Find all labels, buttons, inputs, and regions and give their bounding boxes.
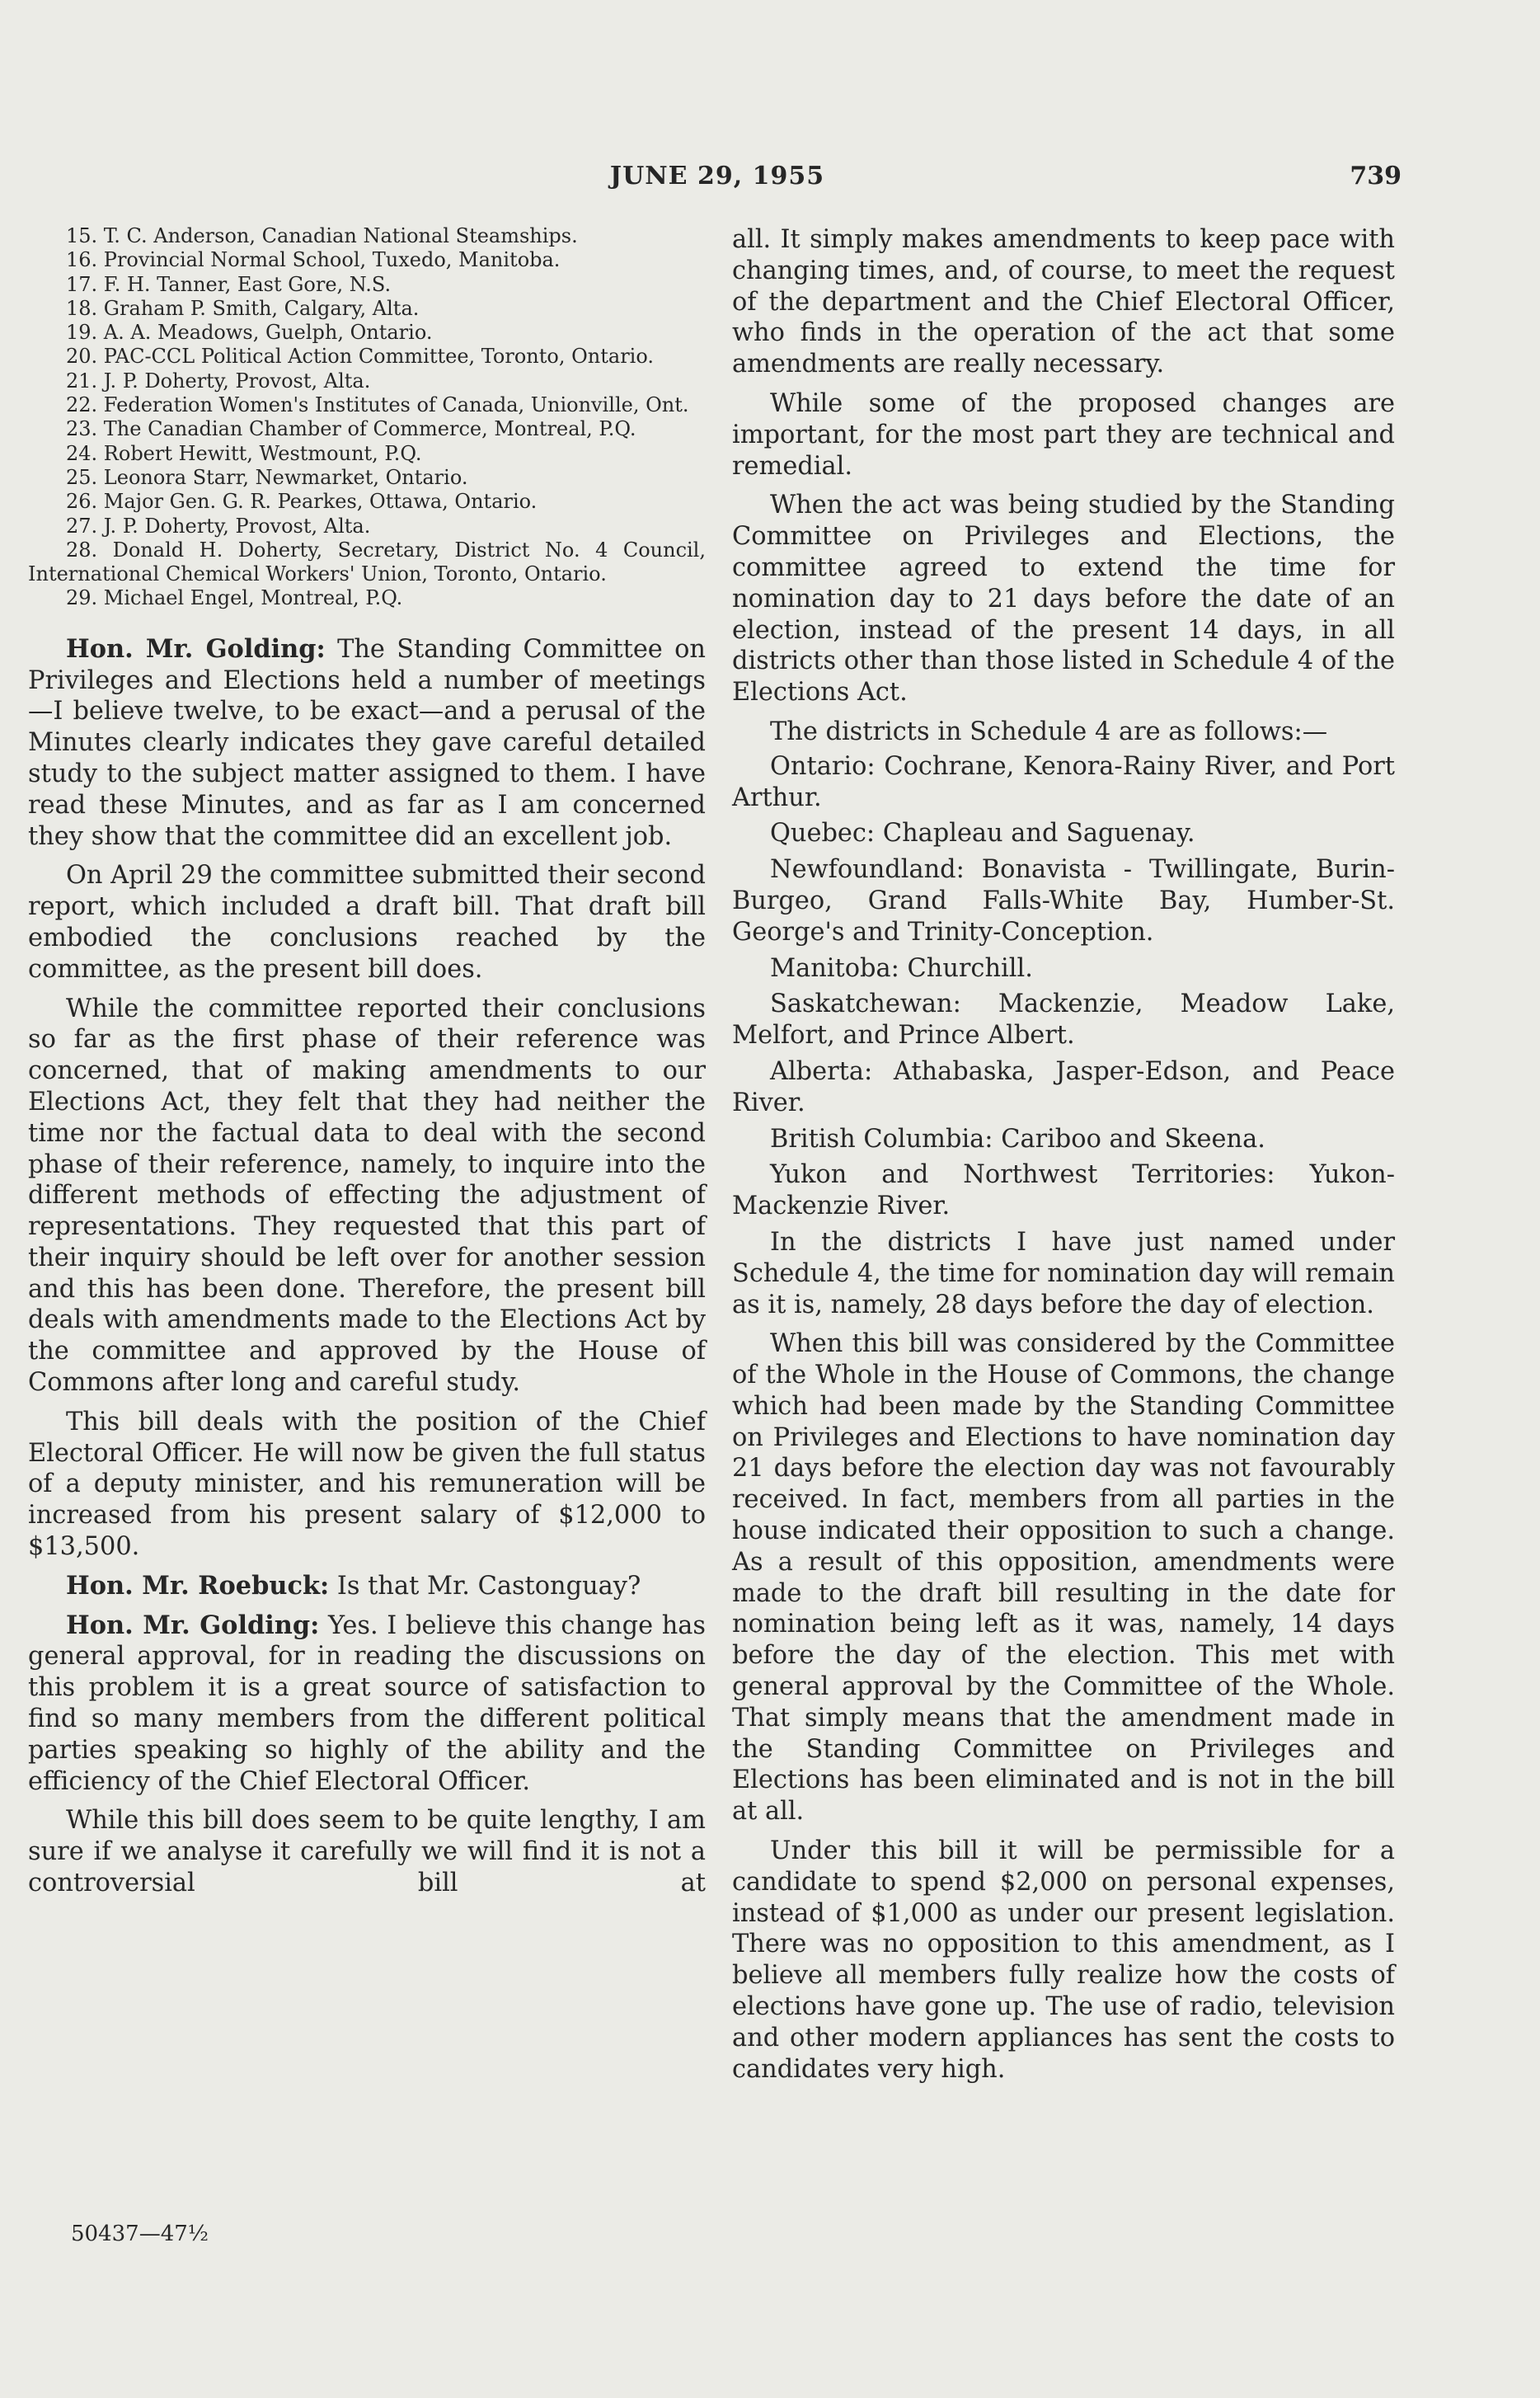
paragraph: all. It simply makes amendments to keep pace with changing times, and, of course, to meet the request of the department and the Chief Electoral Officer, who finds in the operation of the act that some amendments are really necessary.: [732, 225, 1395, 379]
paragraph: Under this bill it will be permissible for a candidate to spend $2,000 on personal expenses, instead of $1,000 as under our present legislation. There was no opposition to this amendment, as I believe all members fully realize how the costs of elections have gone up. The use of radio, television and other modern appliances has sent the costs to candidates very high.: [732, 1836, 1395, 2084]
paragraph: [28, 1610, 706, 1798]
list-item: 23. The Canadian Chamber of Commerce, Montreal, P.Q.: [66, 417, 636, 441]
list-item: 25. Leonora Starr, Newmarket, Ontario.: [66, 465, 468, 489]
list-item: 22. Federation Women's Institutes of Canada, Unionville, Ont.: [66, 393, 689, 417]
page-number: 739: [1350, 162, 1401, 190]
list-item: Manitoba: Churchill.: [770, 953, 1033, 983]
list-item: 21. J. P. Doherty, Provost, Alta.: [66, 369, 371, 393]
list-item: 19. A. A. Meadows, Guelph, Ontario.: [66, 321, 433, 345]
paragraph: [28, 634, 706, 853]
paragraph: This bill deals with the position of the Chief Electoral Officer. He will now be given the full status of a deputy minister, and his remuneration will be increased from his present salary of $12,000 to $13,500.: [28, 1407, 706, 1562]
list-item: Newfoundland: Bonavista - Twillingate, Burin-Burgeo, Grand Falls-White Bay, Humber-St. George's and Trinity-Conception.: [732, 855, 1395, 947]
list-item: Yukon and Northwest Territories: Yukon-Mackenzie River.: [732, 1160, 1395, 1221]
paragraph: In the districts I have just named under Schedule 4, the time for nomination day will remain as it is, namely, 28 days before the day of election.: [732, 1227, 1395, 1319]
paragraph-text: Yes. I believe this change has general approval, for in reading the discussions on this problem it is a great source of satisfaction to find so many members from the different political parties speaking so highly of the ability and the efficiency of the Chief Electoral Officer.: [28, 1610, 707, 1796]
paragraph: While the committee reported their conclusions so far as the first phase of their reference was concerned, that of making amendments to our Elections Act, they felt that they had neither the time nor the factual data to deal with the second phase of their reference, namely, to inquire into the different methods of effecting the adjustment of representations. They requested that this part of their inquiry should be left over for another session and this has been done. Therefore, the present bill deals with amendments made to the Elections Act by the committee and approved by the House of Commons after long and careful study.: [28, 994, 706, 1398]
paragraph: When this bill was considered by the Committee of the Whole in the House of Commons, the change which had been made by the Standing Committee on Privileges and Elections to have nomination day 21 days before the election day was not favourably received. In fact, members from all parties in the house indicated their opposition to such a change. As a result of this opposition, amendments were made to the draft bill resulting in the date for nomination being left as it was, namely, 14 days before the day of the election. This met with general approval by the Committee of the Whole. That simply means that the amendment made in the Standing Committee on Privileges and Elections has been eliminated and is not in the bill at all.: [732, 1329, 1395, 1827]
list-item: 16. Provincial Normal School, Tuxedo, Manitoba.: [66, 248, 561, 272]
speaker-name: Hon. Mr. Golding:: [66, 633, 326, 664]
paragraph: [28, 1571, 706, 1602]
left-column: [28, 224, 706, 1907]
page-header: [33, 162, 1401, 203]
list-item: 27. J. P. Doherty, Provost, Alta.: [66, 514, 371, 538]
paragraph-text: The Standing Committee on Privileges and Elections held a number of meetings—I believe twelve, to be exact—and a perusal of the Minutes clearly indicates they gave careful detailed study to the subject matter assigned to them. I have read these Minutes, and as far as I am concerned they show that the committee did an excellent job.: [28, 634, 706, 851]
list-item: Quebec: Chapleau and Saguenay.: [770, 819, 1195, 849]
list-item: 24. Robert Hewitt, Westmount, P.Q.: [66, 441, 422, 465]
paragraph: On April 29 the committee submitted their second report, which included a draft bill. That draft bill embodied the conclusions reached by the committee, as the present bill does.: [28, 861, 706, 984]
list-item: 29. Michael Engel, Montreal, P.Q.: [66, 586, 403, 610]
list-item: Saskatchewan: Mackenzie, Meadow Lake, Melfort, and Prince Albert.: [732, 990, 1395, 1051]
district-list: [732, 751, 1395, 1222]
speaker-name: Hon. Mr. Golding:: [66, 1610, 320, 1640]
list-item: British Columbia: Cariboo and Skeena.: [770, 1124, 1265, 1154]
paragraph: When the act was being studied by the Standing Committee on Privileges and Elections, the committee agreed to extend the time for nomination day to 21 days before the date of an election, instead of the present 14 days, in all districts other than those listed in Schedule 4 of the Elections Act.: [732, 491, 1395, 708]
list-item: Alberta: Athabaska, Jasper-Edson, and Peace River.: [732, 1056, 1395, 1117]
witness-list: [28, 224, 706, 611]
list-item: 26. Major Gen. G. R. Pearkes, Ottawa, Ontario.: [66, 490, 538, 514]
print-code: 50437—47½: [71, 2222, 209, 2246]
list-item: 18. Graham P. Smith, Calgary, Alta.: [66, 296, 420, 320]
list-item: 17. F. H. Tanner, East Gore, N.S.: [66, 272, 392, 296]
paragraph-text: Is that Mr. Castonguay?: [329, 1571, 641, 1601]
page-date: JUNE 29, 1955: [609, 162, 825, 190]
list-item: 20. PAC-CCL Political Action Committee, Toronto, Ontario.: [66, 345, 654, 369]
list-item: 28. Donald H. Doherty, Secretary, District No. 4 Council, International Chemical Workers' Union, Toronto, Ontario.: [28, 538, 706, 586]
list-item: 15. T. C. Anderson, Canadian National Steamships.: [66, 224, 578, 247]
paragraph: The districts in Schedule 4 are as follows:—: [770, 717, 1328, 746]
speaker-name: Hon. Mr. Roebuck:: [66, 1570, 330, 1601]
right-column: [732, 224, 1395, 2093]
paragraph: While some of the proposed changes are important, for the most part they are technical and remedial.: [732, 388, 1395, 481]
list-item: Ontario: Cochrane, Kenora-Rainy River, and Port Arthur.: [732, 751, 1395, 812]
paragraph: While this bill does seem to be quite lengthy, I am sure if we analyse it carefully we will find it is not a controversial bill at: [28, 1806, 706, 1898]
